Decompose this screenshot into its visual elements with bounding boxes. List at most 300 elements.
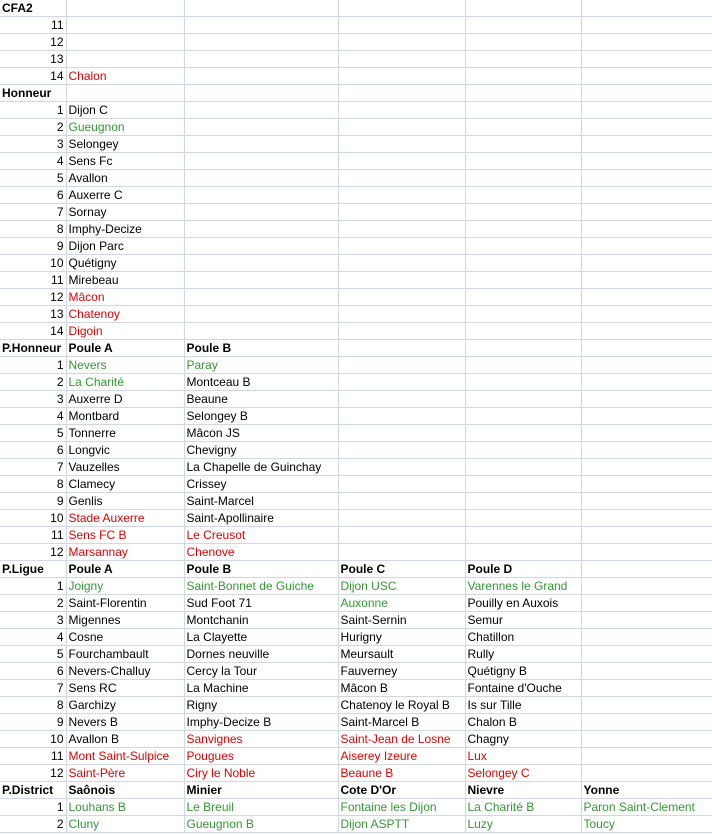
group-header[interactable]: Poule B — [184, 340, 338, 357]
empty-cell[interactable] — [338, 187, 465, 204]
empty-cell[interactable] — [184, 119, 338, 136]
team-cell[interactable]: Hurigny — [338, 629, 465, 646]
empty-cell[interactable] — [581, 493, 712, 510]
team-cell[interactable]: Vauzelles — [66, 459, 184, 476]
empty-cell[interactable] — [338, 527, 465, 544]
team-cell[interactable]: Mâcon B — [338, 680, 465, 697]
team-cell[interactable]: Joigny — [66, 578, 184, 595]
rank-cell[interactable]: 1 — [0, 578, 66, 595]
table-row — [0, 544, 712, 561]
team-cell[interactable]: Mâcon JS — [184, 425, 338, 442]
empty-cell[interactable] — [465, 510, 581, 527]
empty-cell[interactable] — [66, 51, 184, 68]
team-cell[interactable]: Chatenoy le Royal B — [338, 697, 465, 714]
empty-cell[interactable] — [581, 323, 712, 340]
rank-cell[interactable]: 7 — [0, 459, 66, 476]
empty-cell[interactable] — [184, 102, 338, 119]
team-cell[interactable]: Sens FC B — [66, 527, 184, 544]
empty-cell[interactable] — [465, 51, 581, 68]
section-header-row — [0, 85, 712, 102]
table-row — [0, 391, 712, 408]
rank-cell[interactable]: 5 — [0, 646, 66, 663]
rank-cell[interactable]: 11 — [0, 527, 66, 544]
team-cell[interactable]: Quétigny — [66, 255, 184, 272]
team-cell[interactable]: Saint-Père — [66, 765, 184, 782]
empty-cell[interactable] — [581, 187, 712, 204]
empty-cell[interactable] — [581, 680, 712, 697]
team-cell[interactable]: Montceau B — [184, 374, 338, 391]
team-cell[interactable]: Imphy-Decize — [66, 221, 184, 238]
empty-cell[interactable] — [581, 119, 712, 136]
team-cell[interactable]: Chalon — [66, 68, 184, 85]
rank-cell[interactable]: 4 — [0, 629, 66, 646]
empty-cell[interactable] — [338, 306, 465, 323]
empty-cell[interactable] — [581, 595, 712, 612]
empty-cell[interactable] — [184, 289, 338, 306]
empty-cell[interactable] — [338, 510, 465, 527]
empty-cell[interactable] — [581, 391, 712, 408]
empty-cell[interactable] — [184, 17, 338, 34]
empty-cell[interactable] — [465, 136, 581, 153]
empty-cell[interactable] — [581, 578, 712, 595]
team-cell[interactable]: Mâcon — [66, 289, 184, 306]
empty-cell[interactable] — [581, 238, 712, 255]
empty-cell[interactable] — [465, 442, 581, 459]
empty-cell[interactable] — [581, 34, 712, 51]
team-cell[interactable]: Chatillon — [465, 629, 581, 646]
empty-cell[interactable] — [66, 34, 184, 51]
rank-cell[interactable]: 8 — [0, 697, 66, 714]
section-title[interactable]: P.Ligue — [0, 561, 66, 578]
rank-cell[interactable]: 2 — [0, 119, 66, 136]
team-cell[interactable]: Toucy — [581, 816, 712, 833]
section-title[interactable]: Honneur — [0, 85, 66, 102]
empty-cell[interactable] — [338, 476, 465, 493]
team-cell[interactable]: Aiserey Izeure — [338, 748, 465, 765]
group-header[interactable]: Saônois — [66, 782, 184, 799]
team-cell[interactable]: Fourchambault — [66, 646, 184, 663]
team-cell[interactable]: Clamecy — [66, 476, 184, 493]
empty-cell[interactable] — [581, 136, 712, 153]
empty-cell[interactable] — [338, 153, 465, 170]
team-cell[interactable]: Semur — [465, 612, 581, 629]
empty-cell[interactable] — [465, 425, 581, 442]
empty-cell[interactable] — [465, 357, 581, 374]
team-cell[interactable]: Crissey — [184, 476, 338, 493]
empty-cell[interactable] — [581, 527, 712, 544]
empty-cell[interactable] — [184, 323, 338, 340]
team-cell[interactable]: Varennes le Grand — [465, 578, 581, 595]
team-cell[interactable]: Saint-Bonnet de Guiche — [184, 578, 338, 595]
rank-cell[interactable]: 12 — [0, 765, 66, 782]
empty-cell[interactable] — [465, 476, 581, 493]
rank-cell[interactable]: 13 — [0, 51, 66, 68]
empty-cell[interactable] — [465, 493, 581, 510]
team-cell[interactable]: Saint-Marcel B — [338, 714, 465, 731]
empty-cell[interactable] — [581, 510, 712, 527]
rank-cell[interactable]: 2 — [0, 595, 66, 612]
empty-cell[interactable] — [338, 17, 465, 34]
team-cell[interactable]: Rully — [465, 646, 581, 663]
rank-cell[interactable]: 9 — [0, 714, 66, 731]
team-cell[interactable]: Sens Fc — [66, 153, 184, 170]
rank-cell[interactable]: 1 — [0, 102, 66, 119]
empty-cell[interactable] — [338, 340, 465, 357]
team-cell[interactable]: Luzy — [465, 816, 581, 833]
rank-cell[interactable]: 4 — [0, 153, 66, 170]
team-cell[interactable]: Fontaine d'Ouche — [465, 680, 581, 697]
empty-cell[interactable] — [581, 697, 712, 714]
empty-cell[interactable] — [338, 323, 465, 340]
team-cell[interactable]: Saint-Florentin — [66, 595, 184, 612]
team-cell[interactable]: Avallon — [66, 170, 184, 187]
team-cell[interactable]: Selongey — [66, 136, 184, 153]
empty-cell[interactable] — [465, 0, 581, 17]
empty-cell[interactable] — [338, 136, 465, 153]
group-header[interactable]: Poule D — [465, 561, 581, 578]
empty-cell[interactable] — [338, 0, 465, 17]
team-cell[interactable]: Saint-Apollinaire — [184, 510, 338, 527]
empty-cell[interactable] — [184, 272, 338, 289]
rank-cell[interactable]: 10 — [0, 731, 66, 748]
rank-cell[interactable]: 6 — [0, 442, 66, 459]
rank-cell[interactable]: 4 — [0, 408, 66, 425]
team-cell[interactable]: Chalon B — [465, 714, 581, 731]
empty-cell[interactable] — [338, 238, 465, 255]
team-cell[interactable]: Digoin — [66, 323, 184, 340]
team-cell[interactable]: Sornay — [66, 204, 184, 221]
empty-cell[interactable] — [465, 85, 581, 102]
team-cell[interactable]: Tonnerre — [66, 425, 184, 442]
rank-cell[interactable]: 11 — [0, 272, 66, 289]
team-cell[interactable]: Le Creusot — [184, 527, 338, 544]
team-cell[interactable]: Dijon C — [66, 102, 184, 119]
rank-cell[interactable]: 9 — [0, 493, 66, 510]
empty-cell[interactable] — [66, 17, 184, 34]
group-header[interactable]: Poule A — [66, 561, 184, 578]
table-row — [0, 425, 712, 442]
table-row — [0, 68, 712, 85]
rank-cell[interactable]: 6 — [0, 663, 66, 680]
empty-cell[interactable] — [581, 357, 712, 374]
team-cell[interactable]: Nevers — [66, 357, 184, 374]
empty-cell[interactable] — [581, 561, 712, 578]
empty-cell[interactable] — [184, 153, 338, 170]
empty-cell[interactable] — [581, 612, 712, 629]
empty-cell[interactable] — [184, 170, 338, 187]
empty-cell[interactable] — [465, 459, 581, 476]
empty-cell[interactable] — [338, 170, 465, 187]
team-cell[interactable]: Lux — [465, 748, 581, 765]
team-cell[interactable]: Is sur Tille — [465, 697, 581, 714]
empty-cell[interactable] — [465, 323, 581, 340]
team-cell[interactable]: Chatenoy — [66, 306, 184, 323]
team-cell[interactable]: Quétigny B — [465, 663, 581, 680]
team-cell[interactable]: Sud Foot 71 — [184, 595, 338, 612]
rank-cell[interactable]: 10 — [0, 255, 66, 272]
empty-cell[interactable] — [581, 765, 712, 782]
empty-cell[interactable] — [465, 153, 581, 170]
empty-cell[interactable] — [338, 391, 465, 408]
rank-cell[interactable]: 9 — [0, 238, 66, 255]
empty-cell[interactable] — [338, 68, 465, 85]
empty-cell[interactable] — [581, 459, 712, 476]
empty-cell[interactable] — [184, 34, 338, 51]
empty-cell[interactable] — [581, 714, 712, 731]
empty-cell[interactable] — [465, 374, 581, 391]
team-cell[interactable]: Stade Auxerre — [66, 510, 184, 527]
empty-cell[interactable] — [581, 170, 712, 187]
team-cell[interactable]: La Charité — [66, 374, 184, 391]
empty-cell[interactable] — [184, 187, 338, 204]
rank-cell[interactable]: 3 — [0, 136, 66, 153]
rank-cell[interactable]: 10 — [0, 510, 66, 527]
team-cell[interactable]: Dijon ASPTT — [338, 816, 465, 833]
empty-cell[interactable] — [581, 102, 712, 119]
empty-cell[interactable] — [184, 255, 338, 272]
empty-cell[interactable] — [184, 238, 338, 255]
empty-cell[interactable] — [581, 408, 712, 425]
section-title[interactable]: P.Honneur — [0, 340, 66, 357]
team-cell[interactable]: Montchanin — [184, 612, 338, 629]
empty-cell[interactable] — [581, 629, 712, 646]
rank-cell[interactable]: 12 — [0, 289, 66, 306]
team-cell[interactable]: Mirebeau — [66, 272, 184, 289]
empty-cell[interactable] — [465, 272, 581, 289]
empty-cell[interactable] — [338, 255, 465, 272]
empty-cell[interactable] — [581, 255, 712, 272]
team-cell[interactable]: Chevigny — [184, 442, 338, 459]
empty-cell[interactable] — [465, 306, 581, 323]
empty-cell[interactable] — [338, 442, 465, 459]
team-cell[interactable]: Saint-Jean de Losne — [338, 731, 465, 748]
team-cell[interactable]: Chagny — [465, 731, 581, 748]
empty-cell[interactable] — [465, 119, 581, 136]
empty-cell[interactable] — [465, 391, 581, 408]
team-cell[interactable]: Beaune B — [338, 765, 465, 782]
empty-cell[interactable] — [338, 34, 465, 51]
empty-cell[interactable] — [581, 17, 712, 34]
empty-cell[interactable] — [465, 221, 581, 238]
empty-cell[interactable] — [338, 374, 465, 391]
rank-cell[interactable]: 14 — [0, 323, 66, 340]
empty-cell[interactable] — [465, 170, 581, 187]
empty-cell[interactable] — [581, 442, 712, 459]
team-cell[interactable]: La Machine — [184, 680, 338, 697]
empty-cell[interactable] — [184, 85, 338, 102]
team-cell[interactable]: Dijon Parc — [66, 238, 184, 255]
team-cell[interactable]: Pouilly en Auxois — [465, 595, 581, 612]
section-title[interactable]: CFA2 — [0, 0, 66, 17]
rank-cell[interactable]: 2 — [0, 374, 66, 391]
empty-cell[interactable] — [581, 646, 712, 663]
empty-cell[interactable] — [581, 476, 712, 493]
rank-cell[interactable]: 3 — [0, 612, 66, 629]
empty-cell[interactable] — [465, 187, 581, 204]
empty-cell[interactable] — [338, 425, 465, 442]
rank-cell[interactable]: 5 — [0, 425, 66, 442]
empty-cell[interactable] — [581, 544, 712, 561]
team-cell[interactable]: Dijon USC — [338, 578, 465, 595]
team-cell[interactable]: Le Breuil — [184, 799, 338, 816]
empty-cell[interactable] — [465, 68, 581, 85]
empty-cell[interactable] — [184, 68, 338, 85]
empty-cell[interactable] — [465, 544, 581, 561]
empty-cell[interactable] — [581, 221, 712, 238]
team-cell[interactable]: Sanvignes — [184, 731, 338, 748]
empty-cell[interactable] — [465, 17, 581, 34]
team-cell[interactable]: Fauverney — [338, 663, 465, 680]
team-cell[interactable]: Marsannay — [66, 544, 184, 561]
group-header[interactable]: Poule C — [338, 561, 465, 578]
section-title[interactable]: P.District — [0, 782, 66, 799]
empty-cell[interactable] — [581, 0, 712, 17]
group-header[interactable]: Poule B — [184, 561, 338, 578]
empty-cell[interactable] — [338, 51, 465, 68]
empty-cell[interactable] — [338, 493, 465, 510]
group-header[interactable]: Nievre — [465, 782, 581, 799]
empty-cell[interactable] — [338, 459, 465, 476]
team-cell[interactable]: Longvic — [66, 442, 184, 459]
empty-cell[interactable] — [465, 34, 581, 51]
empty-cell[interactable] — [338, 408, 465, 425]
empty-cell[interactable] — [581, 425, 712, 442]
team-cell[interactable]: Nevers-Challuy — [66, 663, 184, 680]
team-cell[interactable]: Saint-Marcel — [184, 493, 338, 510]
team-cell[interactable]: Genlis — [66, 493, 184, 510]
empty-cell[interactable] — [581, 663, 712, 680]
group-header[interactable]: Minier — [184, 782, 338, 799]
empty-cell[interactable] — [338, 85, 465, 102]
empty-cell[interactable] — [581, 374, 712, 391]
rank-cell[interactable]: 7 — [0, 204, 66, 221]
team-cell[interactable]: Sens RC — [66, 680, 184, 697]
team-cell[interactable]: Pougues — [184, 748, 338, 765]
team-cell[interactable]: Cosne — [66, 629, 184, 646]
empty-cell[interactable] — [66, 85, 184, 102]
empty-cell[interactable] — [465, 408, 581, 425]
empty-cell[interactable] — [338, 272, 465, 289]
empty-cell[interactable] — [184, 51, 338, 68]
team-cell[interactable]: Fontaine les Dijon — [338, 799, 465, 816]
empty-cell[interactable] — [581, 289, 712, 306]
empty-cell[interactable] — [465, 238, 581, 255]
team-cell[interactable]: Louhans B — [66, 799, 184, 816]
rank-cell[interactable]: 13 — [0, 306, 66, 323]
team-cell[interactable]: Selongey C — [465, 765, 581, 782]
team-cell[interactable]: Saint-Sernin — [338, 612, 465, 629]
rank-cell[interactable]: 3 — [0, 391, 66, 408]
team-cell[interactable]: La Chapelle de Guinchay — [184, 459, 338, 476]
team-cell[interactable]: Meursault — [338, 646, 465, 663]
group-header[interactable]: Poule A — [66, 340, 184, 357]
empty-cell[interactable] — [581, 340, 712, 357]
empty-cell[interactable] — [581, 68, 712, 85]
empty-cell[interactable] — [338, 289, 465, 306]
rank-cell[interactable]: 11 — [0, 17, 66, 34]
empty-cell[interactable] — [184, 221, 338, 238]
empty-cell[interactable] — [465, 527, 581, 544]
team-cell[interactable]: Auxerre C — [66, 187, 184, 204]
team-cell[interactable]: Gueugnon B — [184, 816, 338, 833]
empty-cell[interactable] — [581, 306, 712, 323]
team-cell[interactable]: Mont Saint-Sulpice — [66, 748, 184, 765]
empty-cell[interactable] — [338, 119, 465, 136]
empty-cell[interactable] — [338, 204, 465, 221]
empty-cell[interactable] — [581, 272, 712, 289]
rank-cell[interactable]: 8 — [0, 476, 66, 493]
empty-cell[interactable] — [184, 204, 338, 221]
team-cell[interactable]: Paron Saint-Clement — [581, 799, 712, 816]
group-header[interactable]: Cote D'Or — [338, 782, 465, 799]
rank-cell[interactable]: 5 — [0, 170, 66, 187]
empty-cell[interactable] — [465, 289, 581, 306]
team-cell[interactable]: Cercy la Tour — [184, 663, 338, 680]
rank-cell[interactable]: 8 — [0, 221, 66, 238]
empty-cell[interactable] — [338, 221, 465, 238]
team-cell[interactable]: Garchizy — [66, 697, 184, 714]
empty-cell[interactable] — [465, 204, 581, 221]
team-cell[interactable]: Auxonne — [338, 595, 465, 612]
team-cell[interactable]: Paray — [184, 357, 338, 374]
team-cell[interactable]: Dornes neuville — [184, 646, 338, 663]
empty-cell[interactable] — [581, 731, 712, 748]
empty-cell[interactable] — [465, 255, 581, 272]
team-cell[interactable]: Imphy-Decize B — [184, 714, 338, 731]
rank-cell[interactable]: 7 — [0, 680, 66, 697]
rank-cell[interactable]: 14 — [0, 68, 66, 85]
empty-cell[interactable] — [581, 153, 712, 170]
rank-cell[interactable]: 12 — [0, 544, 66, 561]
empty-cell[interactable] — [184, 136, 338, 153]
team-cell[interactable]: Rigny — [184, 697, 338, 714]
rank-cell[interactable]: 2 — [0, 816, 66, 833]
team-cell[interactable]: Cluny — [66, 816, 184, 833]
table-row — [0, 187, 712, 204]
rank-cell[interactable]: 6 — [0, 187, 66, 204]
team-cell[interactable]: Montbard — [66, 408, 184, 425]
team-cell[interactable]: Auxerre D — [66, 391, 184, 408]
team-cell[interactable]: Selongey B — [184, 408, 338, 425]
team-cell[interactable]: Migennes — [66, 612, 184, 629]
team-cell[interactable]: La Charité B — [465, 799, 581, 816]
empty-cell[interactable] — [581, 204, 712, 221]
team-cell[interactable]: Ciry le Noble — [184, 765, 338, 782]
empty-cell[interactable] — [184, 306, 338, 323]
rank-cell[interactable]: 12 — [0, 34, 66, 51]
empty-cell[interactable] — [66, 0, 184, 17]
rank-cell[interactable]: 1 — [0, 799, 66, 816]
team-cell[interactable]: Avallon B — [66, 731, 184, 748]
team-cell[interactable]: La Clayette — [184, 629, 338, 646]
empty-cell[interactable] — [465, 340, 581, 357]
team-cell[interactable]: Gueugnon — [66, 119, 184, 136]
empty-cell[interactable] — [581, 51, 712, 68]
rank-cell[interactable]: 1 — [0, 357, 66, 374]
team-cell[interactable]: Nevers B — [66, 714, 184, 731]
group-header[interactable]: Yonne — [581, 782, 712, 799]
empty-cell[interactable] — [338, 544, 465, 561]
team-cell[interactable]: Beaune — [184, 391, 338, 408]
empty-cell[interactable] — [338, 357, 465, 374]
empty-cell[interactable] — [581, 85, 712, 102]
empty-cell[interactable] — [338, 102, 465, 119]
empty-cell[interactable] — [465, 102, 581, 119]
empty-cell[interactable] — [581, 748, 712, 765]
rank-cell[interactable]: 11 — [0, 748, 66, 765]
empty-cell[interactable] — [184, 0, 338, 17]
team-cell[interactable]: Chenove — [184, 544, 338, 561]
